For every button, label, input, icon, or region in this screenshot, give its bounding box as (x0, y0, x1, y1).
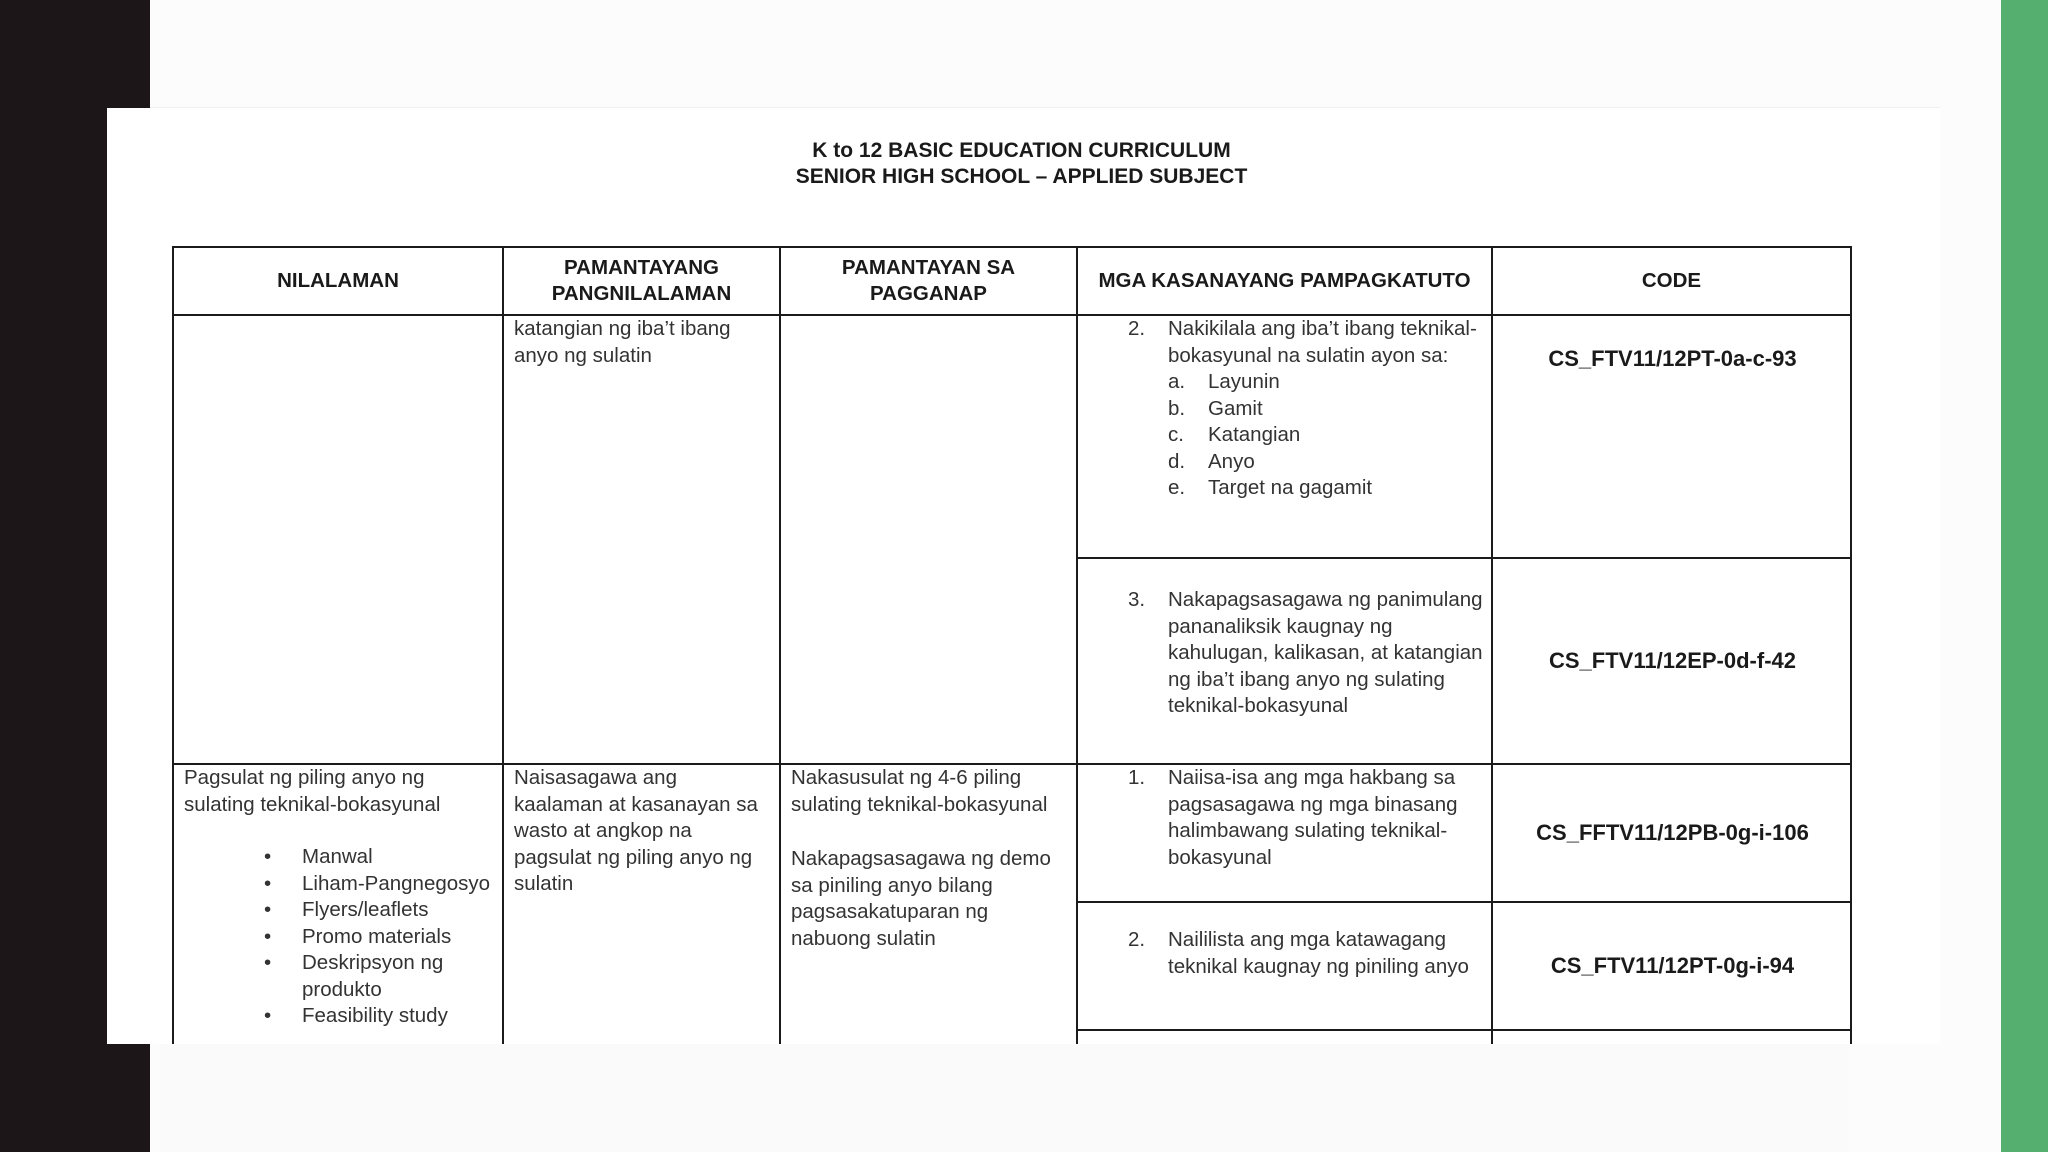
header-code: CODE (1492, 247, 1851, 315)
table-header-row (173, 247, 1851, 315)
sub-item: d. Anyo (1168, 449, 1255, 473)
header-pamantayang-pangnilalaman: PAMANTAYANG PANGNILALAMAN (503, 247, 780, 315)
document-page (107, 108, 1940, 1044)
list-item: • Promo materials (302, 924, 494, 951)
table-row (173, 764, 1851, 902)
header-mga-kasanayang-pampagkatuto: MGA KASANAYANG PAMPAGKATUTO (1077, 247, 1492, 315)
cell-pamantayan-sa-pagganap-empty (780, 315, 1077, 764)
header-pamantayan-sa-pagganap: PAMANTAYAN SA PAGGANAP (780, 247, 1077, 315)
code-cell: CS_FFTV11/12PB-0g-i-106 (1492, 764, 1851, 902)
cell-text: katangian ng iba’t ibang anyo ng sulatin (514, 317, 731, 367)
sub-item: a. Layunin (1168, 370, 1280, 393)
code-cell: CS_FTV11/12EP-0d-f-42 (1492, 558, 1851, 764)
competency-number: 3. (1128, 588, 1146, 611)
cell-text: Pagsulat ng piling anyo ng sulating teknikal-bokasyunal (184, 766, 441, 816)
header-nilalaman: NILALAMAN (173, 247, 503, 315)
list-item: • Manwal (302, 844, 494, 871)
cell-text: Naisasagawa ang kaalaman at kasanayan sa wasto at angkop na pagsulat ng piling anyo ng sulatin (514, 766, 758, 895)
code-cell-empty (1492, 1030, 1851, 1044)
sub-item: b. Gamit (1168, 396, 1263, 420)
code-cell: CS_FTV11/12PT-0g-i-94 (1492, 902, 1851, 1030)
sub-item: e. Target na gagamit (1168, 476, 1373, 499)
competency-number: 2. (1128, 928, 1146, 951)
list-item: • Deskripsyon ng produkto (302, 950, 494, 1003)
document-title: K to 12 BASIC EDUCATION CURRICULUM (812, 139, 1231, 162)
cell-nilalaman-empty (173, 315, 503, 764)
cell-competency (1077, 902, 1492, 1030)
curriculum-table (172, 246, 1852, 1044)
competency-number: 1. (1128, 766, 1146, 789)
cell-text: Nakasusulat ng 4-6 piling sulating teknikal-bokasyunal (791, 766, 1048, 816)
cell-nilalaman (173, 764, 503, 1044)
cell-competency (1077, 764, 1492, 902)
competency-text: Naiisa-isa ang mga hakbang sa pagsasagawa ng mga binasang halimbawang sulating teknikal-bokasyunal (1168, 766, 1458, 869)
cell-competency (1077, 315, 1492, 558)
competency-item (1088, 316, 1483, 369)
code-cell: CS_FTV11/12PT-0a-c-93 (1492, 315, 1851, 558)
list-item: • Feasibility study (302, 1003, 494, 1030)
competency-item (1088, 587, 1483, 720)
list-item: • Flyers/leaflets (302, 897, 494, 924)
cell-text: Nakapagsasagawa ng demo sa piniling anyo bilang pagsasakatuparan ng nabuong sulatin (791, 847, 1051, 950)
right-accent-bar (2001, 0, 2048, 1152)
list-item: • Liham-Pangnegosyo (302, 871, 494, 898)
competency-text: Nakapagsasagawa ng panimulang pananaliksik kaugnay ng kahulugan, kalikasan, at katangian ng iba’t ibang anyo ng sulating teknikal-bokasyunal (1168, 588, 1483, 717)
competency-text: Nakikilala ang iba’t ibang teknikal-bokasyunal na sulatin ayon sa: (1168, 317, 1477, 367)
cell-competency (1077, 558, 1492, 764)
sub-item: c. Katangian (1168, 423, 1301, 446)
cell-competency-empty (1077, 1030, 1492, 1044)
competency-number: 2. (1128, 317, 1146, 340)
nilalaman-list (184, 844, 494, 1030)
document-subtitle: SENIOR HIGH SCHOOL – APPLIED SUBJECT (795, 165, 1248, 188)
competency-text: Naililista ang mga katawagang teknikal kaugnay ng piniling anyo (1168, 928, 1469, 978)
table-row (173, 315, 1851, 558)
competency-item (1088, 927, 1483, 980)
cell-pamantayang-pangnilalaman (503, 764, 780, 1044)
bottom-margin (160, 1044, 1850, 1152)
cell-pamantayang-pangnilalaman (503, 315, 780, 764)
competency-item (1088, 765, 1483, 871)
cell-pamantayan-sa-pagganap (780, 764, 1077, 1044)
